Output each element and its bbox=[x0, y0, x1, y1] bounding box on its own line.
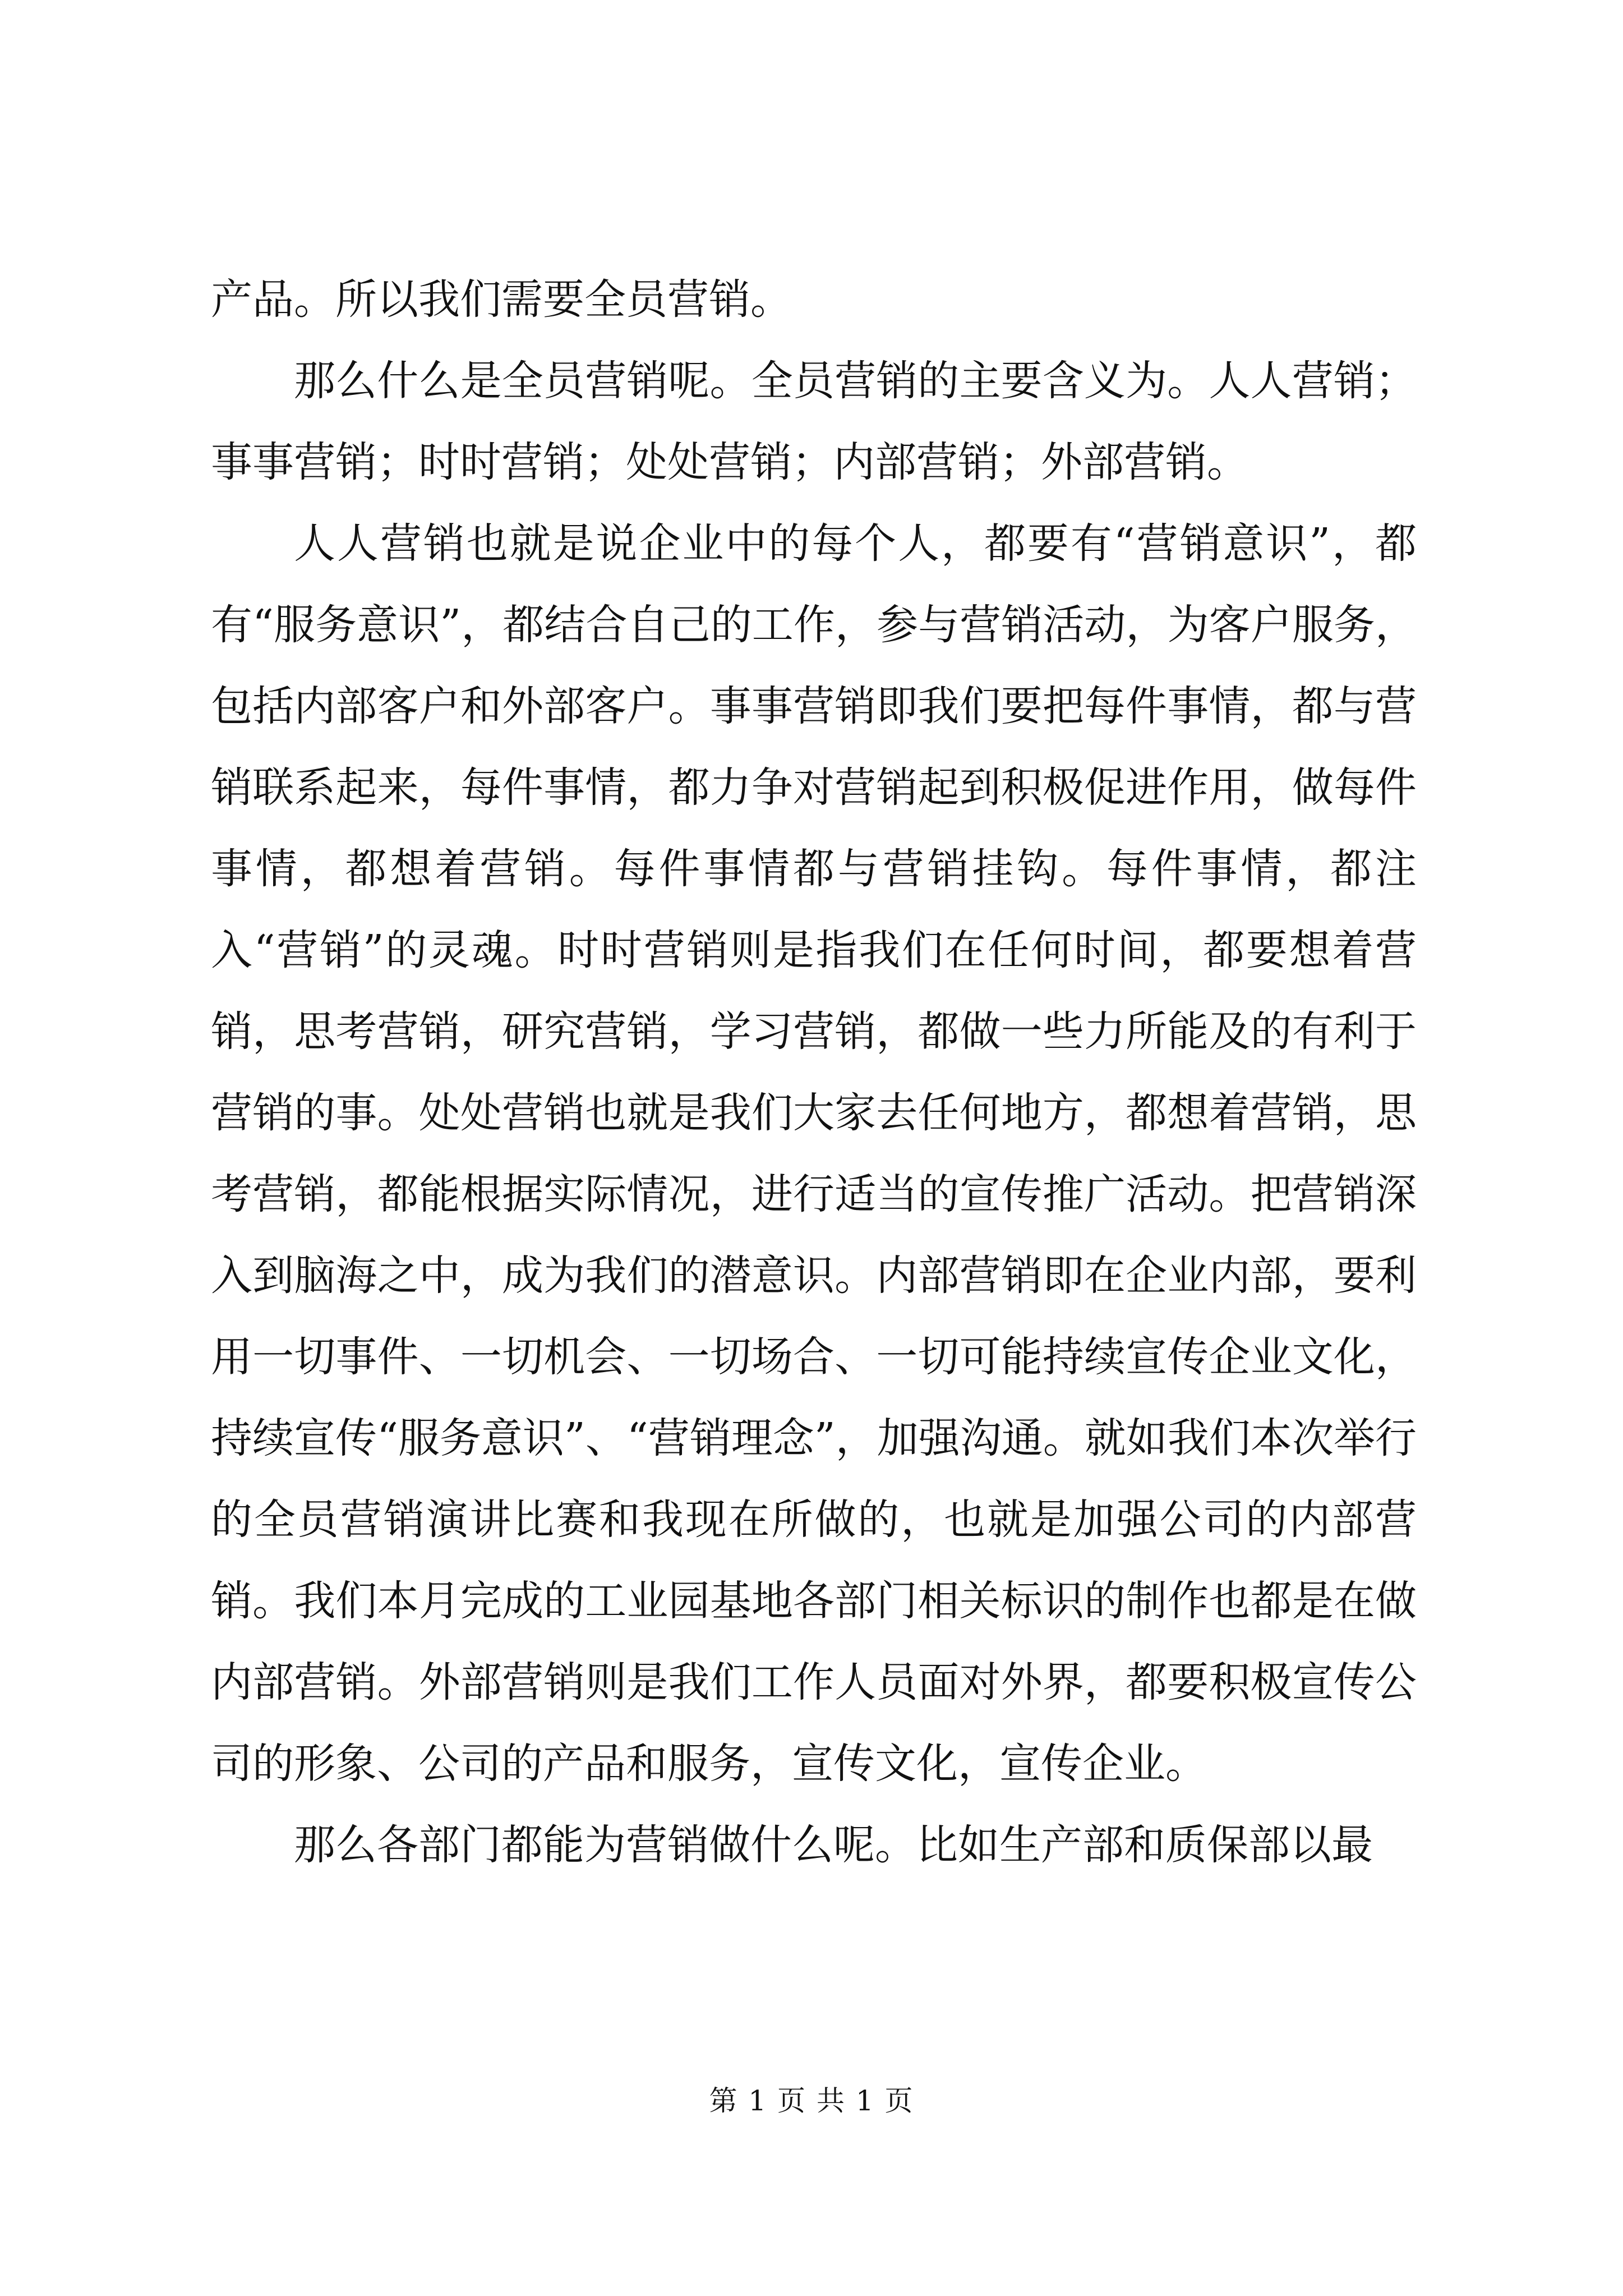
paragraph-definition: 那么什么是全员营销呢。全员营销的主要含义为。人人营销；事事营销；时时营销；处处营销；内部营销；外部营销。 bbox=[211, 357, 1417, 486]
paragraph-departments: 那么各部门都能为营销做什么呢。比如生产部和质保部以最 bbox=[294, 1821, 1373, 1869]
paragraph-explanation: 人人营销也就是说企业中的每个人，都要有“营销意识”，都有“服务意识”，都结合自己的工作，参与营销活动，为客户服务，包括内部客户和外部客户。事事营销即我们要把每件事情，都与营销联系起来，每件事情，都力争对营销起到积极促进作用，做每件事情，都想着营销。每件事情都与营销挂钩。每件事情，都注入“营销”的灵魂。时时营销则是指我们在任何时间，都要想着营销，思考营销，研究营销，学习营销，都做一些力所能及的有利于营销的事。处处营销也就是我们大家去任何地方，都想着营销，思考营销，都能根据实际情况，进行适当的宣传推广活动。把营销深入到脑海之中，成为我们的潜意识。内部营销即在企业内部，要利用一切事件、一切机会、一切场合、一切可能持续宣传企业文化，持续宣传“服务意识”、“营销理念”，加强沟通。就如我们本次举行的全员营销演讲比赛和我现在所做的，也就是加强公司的内部营销。我们本月完成的工业园基地各部门相关标识的制作也都是在做内部营销。外部营销则是我们工作人员面对外界，都要积极宣传公司的形象、公司的产品和服务，宣传文化，宣传企业。 bbox=[211, 519, 1417, 1788]
document-body bbox=[211, 259, 1417, 1886]
page-footer: 第 1 页 共 1 页 bbox=[709, 2085, 914, 2117]
paragraph-continuation: 产品。所以我们需要全员营销。 bbox=[211, 275, 792, 324]
